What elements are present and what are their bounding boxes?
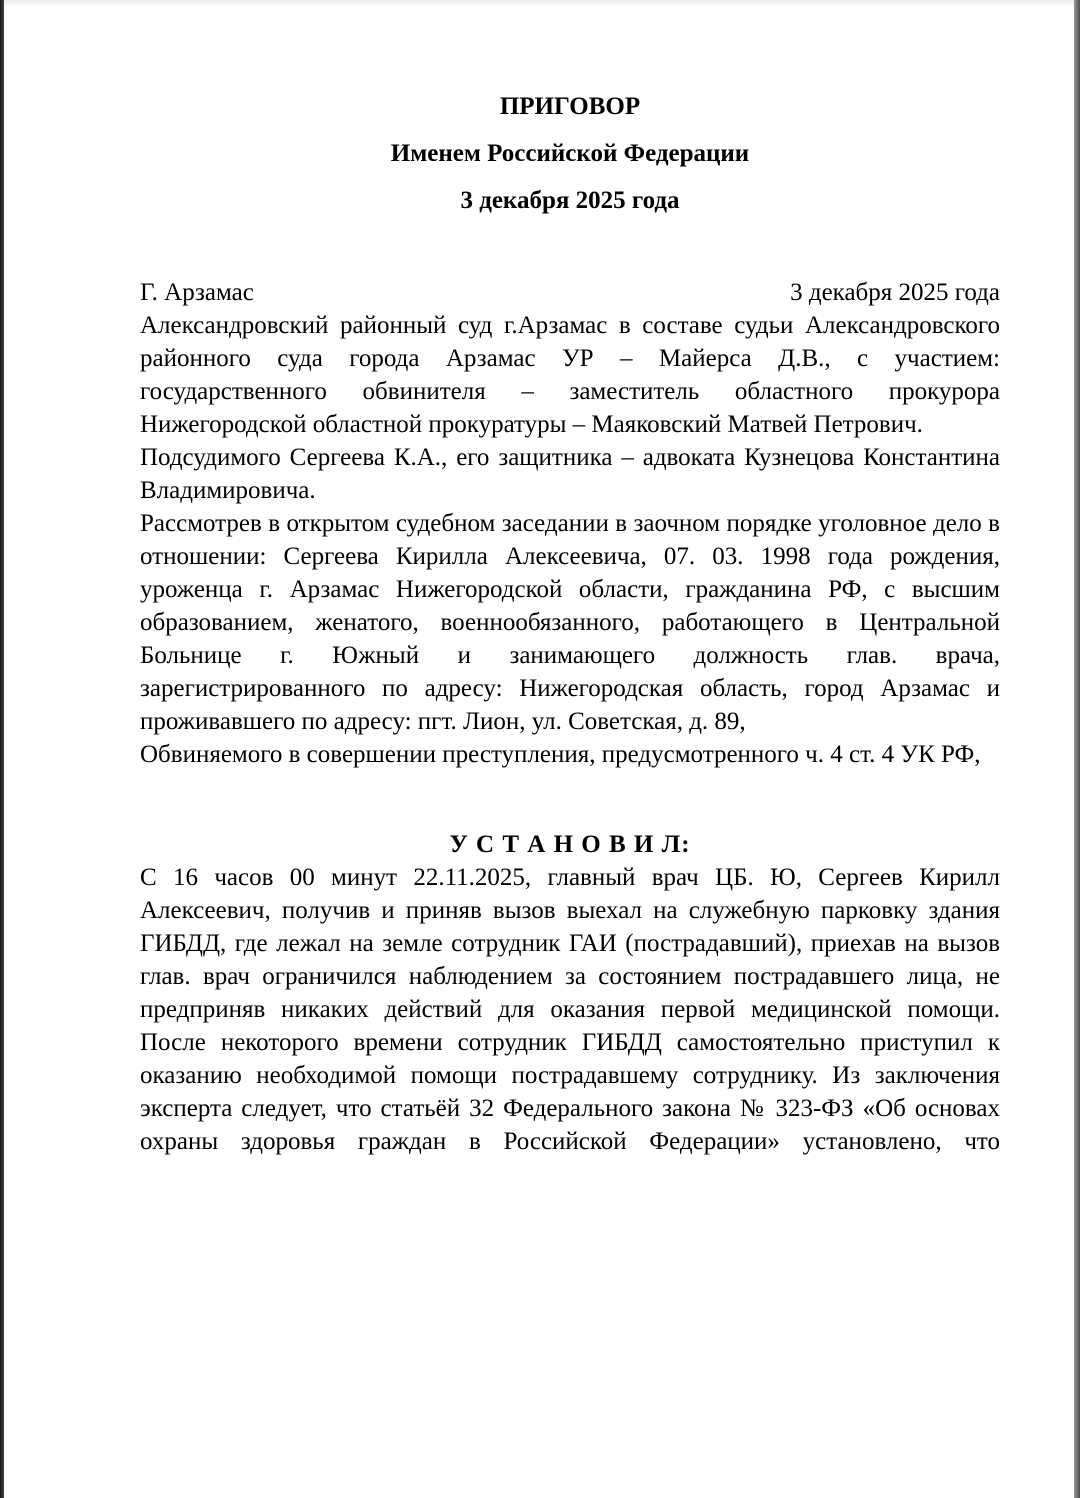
paragraph-facts: С 16 часов 00 минут 22.11.2025, главный врач ЦБ. Ю, Сергеев Кирилл Алексеевич, получив и приняв вызов выехал на служебную парковку здания ГИБДД, где лежал на земле сотрудник ГАИ (пострадавший), приехав на вызов глав. врач ограничился наблюдением за состоянием пострадавшего лица, не предприняв никаких действий для оказания первой медицинской помощи. После некоторого времени сотрудник ГИБДД самостоятельно приступил к оказанию необходимой помощи пострадавшему сотруднику. Из заключения эксперта следует, что статьёй 32 Федерального закона № 323-ФЗ «Об основах охраны здоровья граждан в Российской Федерации» установлено, что (140, 864, 1000, 1155)
city-label: Г. Арзамас (140, 279, 254, 306)
paragraph-accusation: Обвиняемого в совершении преступления, предусмотренного ч. 4 ст. 4 УК РФ, (140, 741, 981, 768)
date-right-label: 3 декабря 2025 года (790, 279, 1000, 306)
place-date-row (140, 276, 1000, 309)
right-page-edge (1074, 0, 1080, 1498)
paragraph-case-review: Рассмотрев в открытом судебном заседании в заочном порядке уголовное дело в отношении: Сергеева Кирилла Алексеевича, 07. 03. 1998 года рождения, уроженца г. Арзамас Нижегородской области, гражданина РФ, с высшим образованием, женатого, военнообязанного, работающего в Центральной Больнице г. Южный и занимающего должность глав. врача, зарегистрированного по адресу: Нижегородская область, город Арзамас и проживавшего по адресу: пгт. Лион, ул. Советская, д. 89, (140, 510, 1000, 735)
section-heading-ustanovil: У С Т А Н О В И Л: (449, 831, 691, 858)
left-page-edge (0, 0, 4, 1498)
verdict-date-heading: 3 декабря 2025 года (460, 187, 680, 214)
paragraph-court-composition: Александровский районный суд г.Арзамас в составе судьи Александровского районного суда города Арзамас УР – Майерса Д.В., с участием: государственного обвинителя – заместитель областного прокурора Нижегородской областной прокуратуры – Маяковский Матвей Петрович. (140, 312, 1000, 438)
paragraph-defendant: Подсудимого Сергеева К.А., его защитника – адвоката Кузнецова Константина Владимировича. (140, 444, 1000, 504)
verdict-title: ПРИГОВОР (499, 93, 641, 120)
in-the-name-line: Именем Российской Федерации (390, 140, 750, 167)
